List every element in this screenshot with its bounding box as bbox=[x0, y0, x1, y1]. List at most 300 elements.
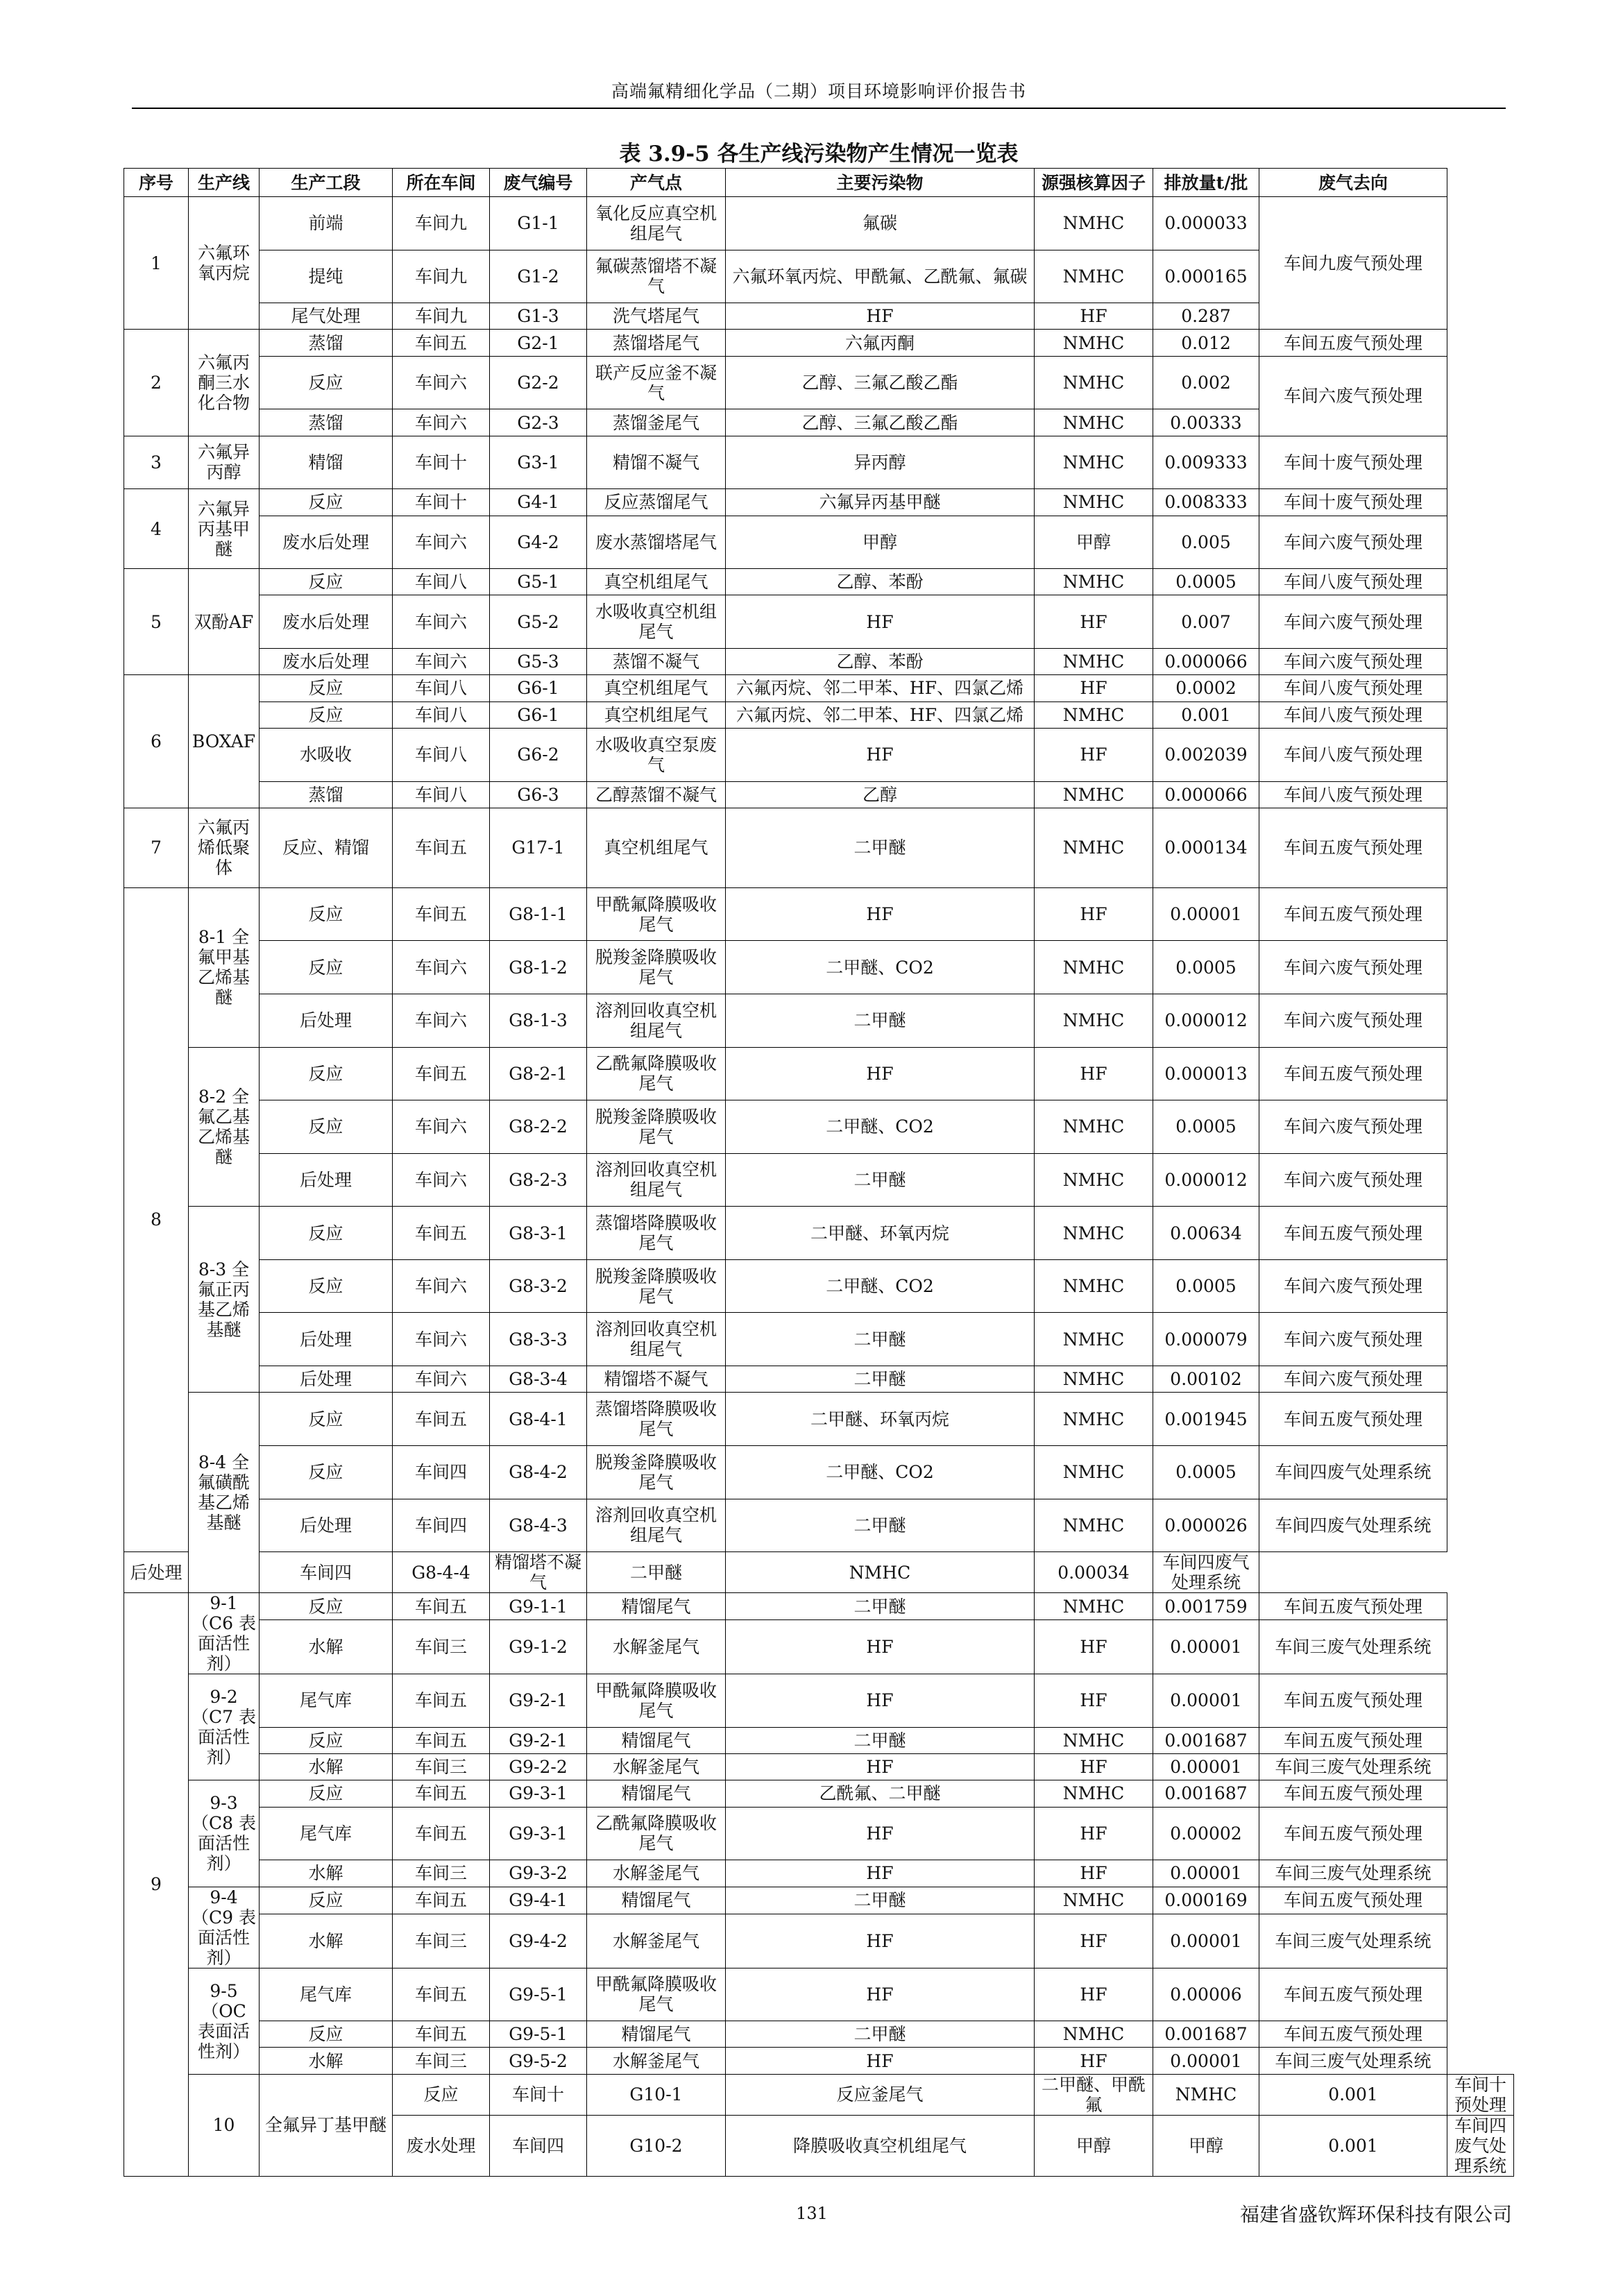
table-cell: 车间五废气预处理 bbox=[1259, 1674, 1447, 1728]
table-cell: 车间六废气预处理 bbox=[1259, 595, 1447, 649]
table-cell: 车间八 bbox=[393, 701, 490, 728]
table-row bbox=[124, 1914, 1514, 1968]
col-header: 排放量t/批 bbox=[1153, 169, 1259, 197]
table-cell: 0.000013 bbox=[1153, 1047, 1259, 1100]
table-row bbox=[124, 356, 1514, 409]
table-cell: 车间三废气处理系统 bbox=[1259, 1620, 1447, 1674]
table-cell: HF bbox=[1035, 887, 1153, 941]
table-row bbox=[124, 2048, 1514, 2074]
table-row bbox=[124, 2074, 1514, 2115]
table-cell: G1-3 bbox=[490, 303, 587, 330]
table-cell: NMHC bbox=[1035, 941, 1153, 994]
table-cell: 0.0005 bbox=[1153, 1445, 1259, 1499]
table-cell: G6-3 bbox=[490, 781, 587, 808]
table-cell: 甲醇 bbox=[1035, 516, 1153, 569]
table-cell: 0.000026 bbox=[1153, 1499, 1259, 1552]
table-cell: 反应 bbox=[260, 1780, 393, 1807]
table-cell: 精馏尾气 bbox=[587, 1593, 726, 1620]
table-cell: HF bbox=[1035, 1860, 1153, 1887]
table-cell: 0.001687 bbox=[1153, 1727, 1259, 1753]
table-cell: 车间八 bbox=[393, 675, 490, 701]
table-cell: G8-1-3 bbox=[490, 994, 587, 1047]
table-cell: 乙醇、苯酚 bbox=[726, 569, 1035, 595]
table-cell: 甲醇 bbox=[726, 516, 1035, 569]
table-cell: 0.000033 bbox=[1153, 197, 1259, 250]
table-cell: 8 bbox=[124, 887, 189, 1551]
table-cell: 废水处理 bbox=[393, 2115, 490, 2176]
table-cell: 车间六废气预处理 bbox=[1259, 1366, 1447, 1393]
table-cell: 溶剂回收真空机组尾气 bbox=[587, 1499, 726, 1552]
table-cell: 后处理 bbox=[260, 1153, 393, 1207]
table-cell: HF bbox=[726, 1047, 1035, 1100]
table-cell: NMHC bbox=[1035, 250, 1153, 303]
table-cell: 0.00002 bbox=[1153, 1807, 1259, 1860]
table-row bbox=[124, 1727, 1514, 1753]
table-cell: 联产反应釜不凝气 bbox=[587, 356, 726, 409]
table-cell: 废水后处理 bbox=[260, 595, 393, 649]
table-cell: 六氟环氧丙烷 bbox=[189, 197, 260, 330]
table-cell: 车间五废气预处理 bbox=[1259, 1047, 1447, 1100]
table-cell: 尾气处理 bbox=[260, 303, 393, 330]
table-cell: 车间十预处理 bbox=[1447, 2074, 1514, 2115]
table-cell: 车间八废气预处理 bbox=[1259, 728, 1447, 781]
table-cell: 蒸馏不凝气 bbox=[587, 649, 726, 675]
table-cell: 六氟丙酮 bbox=[726, 330, 1035, 356]
table-cell: 9-5（OC 表面活性剂） bbox=[189, 1968, 260, 2074]
table-row bbox=[124, 887, 1514, 941]
table-cell: HF bbox=[726, 1620, 1035, 1674]
table-cell: 溶剂回收真空机组尾气 bbox=[587, 1313, 726, 1366]
table-cell: G17-1 bbox=[490, 808, 587, 887]
table-cell: 车间十 bbox=[393, 436, 490, 489]
table-cell: 车间五废气预处理 bbox=[1259, 887, 1447, 941]
table-cell: 车间五废气预处理 bbox=[1259, 1393, 1447, 1446]
table-cell: NMHC bbox=[1035, 781, 1153, 808]
table-cell: NMHC bbox=[1035, 649, 1153, 675]
table-cell: 氟碳 bbox=[726, 197, 1035, 250]
table-cell: 0.00001 bbox=[1153, 1620, 1259, 1674]
table-cell: NMHC bbox=[1035, 1100, 1153, 1154]
col-header: 主要污染物 bbox=[726, 169, 1035, 197]
table-row bbox=[124, 1499, 1514, 1552]
table-cell: G5-3 bbox=[490, 649, 587, 675]
table-row bbox=[124, 1207, 1514, 1260]
table-cell: 0.00001 bbox=[1153, 1674, 1259, 1728]
table-cell: 车间五 bbox=[393, 887, 490, 941]
table-cell: NMHC bbox=[1035, 1780, 1153, 1807]
table-cell: G8-2-2 bbox=[490, 1100, 587, 1154]
table-cell: 反应 bbox=[260, 1047, 393, 1100]
table-cell: 车间八 bbox=[393, 728, 490, 781]
table-cell: NMHC bbox=[1035, 994, 1153, 1047]
table-cell: 车间四废气处理系统 bbox=[1447, 2115, 1514, 2176]
table-cell: G8-3-4 bbox=[490, 1366, 587, 1393]
table-row bbox=[124, 436, 1514, 489]
table-cell: 水解 bbox=[260, 1620, 393, 1674]
table-cell: 二甲醚 bbox=[726, 1366, 1035, 1393]
table-cell: G8-3-2 bbox=[490, 1259, 587, 1313]
table-cell: 0.0005 bbox=[1153, 569, 1259, 595]
table-cell: NMHC bbox=[1035, 1593, 1153, 1620]
table-cell: 反应 bbox=[260, 1393, 393, 1446]
table-cell: 蒸馏塔尾气 bbox=[587, 330, 726, 356]
table-cell: 0.001687 bbox=[1153, 1780, 1259, 1807]
table-cell: 车间三废气处理系统 bbox=[1259, 2048, 1447, 2074]
table-cell: 后处理 bbox=[260, 994, 393, 1047]
table-cell: 0.012 bbox=[1153, 330, 1259, 356]
table-cell: 六氟丙酮三水化合物 bbox=[189, 330, 260, 436]
table-cell: 氧化反应真空机组尾气 bbox=[587, 197, 726, 250]
table-row bbox=[124, 1887, 1514, 1914]
table-cell: 反应、精馏 bbox=[260, 808, 393, 887]
table-cell: 0.002 bbox=[1153, 356, 1259, 409]
table-cell: 水解釜尾气 bbox=[587, 1914, 726, 1968]
table-cell: 水解釜尾气 bbox=[587, 2048, 726, 2074]
table-cell: 前端 bbox=[260, 197, 393, 250]
table-cell: NMHC bbox=[1035, 356, 1153, 409]
table-cell: 车间四 bbox=[490, 2115, 587, 2176]
table-cell: G1-2 bbox=[490, 250, 587, 303]
table-cell: G10-1 bbox=[587, 2074, 726, 2115]
table-cell: 乙酰氟降膜吸收尾气 bbox=[587, 1047, 726, 1100]
table-cell: 0.005 bbox=[1153, 516, 1259, 569]
table-cell: NMHC bbox=[1035, 2021, 1153, 2048]
table-cell: G8-4-1 bbox=[490, 1393, 587, 1446]
table-row bbox=[124, 994, 1514, 1047]
table-cell: 水解 bbox=[260, 1860, 393, 1887]
pollutant-table bbox=[124, 168, 1514, 2177]
table-cell: HF bbox=[726, 1968, 1035, 2021]
table-cell: 车间五 bbox=[393, 1047, 490, 1100]
table-cell: 反应 bbox=[260, 675, 393, 701]
table-cell: G4-1 bbox=[490, 489, 587, 516]
table-cell: 车间六 bbox=[393, 356, 490, 409]
table-cell: 二甲醚、甲酰氟 bbox=[1035, 2074, 1153, 2115]
table-cell: 水解釜尾气 bbox=[587, 1754, 726, 1780]
table-row bbox=[124, 1100, 1514, 1154]
table-cell: NMHC bbox=[1035, 569, 1153, 595]
table-row bbox=[124, 701, 1514, 728]
table-cell: 车间六 bbox=[393, 1313, 490, 1366]
table-cell: HF bbox=[1035, 675, 1153, 701]
table-cell: 车间八废气预处理 bbox=[1259, 675, 1447, 701]
table-cell: 二甲醚、环氧丙烷 bbox=[726, 1393, 1035, 1446]
table-cell: G2-3 bbox=[490, 409, 587, 436]
page-number: 131 bbox=[796, 2204, 828, 2223]
table-cell: 真空机组尾气 bbox=[587, 569, 726, 595]
table-cell: 0.007 bbox=[1153, 595, 1259, 649]
table-cell: 甲酰氟降膜吸收尾气 bbox=[587, 1968, 726, 2021]
table-cell: 车间三 bbox=[393, 1914, 490, 1968]
table-cell: 全氟异丁基甲醚 bbox=[260, 2074, 393, 2176]
table-cell: 后处理 bbox=[260, 1499, 393, 1552]
table-cell: 蒸馏 bbox=[260, 409, 393, 436]
table-cell: 乙醇 bbox=[726, 781, 1035, 808]
table-cell: NMHC bbox=[1035, 1313, 1153, 1366]
table-cell: 车间三 bbox=[393, 1860, 490, 1887]
table-cell: 二甲醚 bbox=[726, 994, 1035, 1047]
table-cell: 车间五 bbox=[393, 1674, 490, 1728]
table-cell: 车间十废气预处理 bbox=[1259, 436, 1447, 489]
table-cell: 二甲醚 bbox=[587, 1552, 726, 1593]
table-cell: 水解釜尾气 bbox=[587, 1620, 726, 1674]
table-cell: 反应 bbox=[260, 941, 393, 994]
table-cell: 双酚AF bbox=[189, 569, 260, 675]
table-cell: NMHC bbox=[1035, 1499, 1153, 1552]
table-row bbox=[124, 649, 1514, 675]
table-cell: 0.008333 bbox=[1153, 489, 1259, 516]
table-row bbox=[124, 1860, 1514, 1887]
table-cell: NMHC bbox=[1035, 1207, 1153, 1260]
table-cell: 尾气库 bbox=[260, 1674, 393, 1728]
table-cell: NMHC bbox=[1035, 436, 1153, 489]
table-row bbox=[124, 1445, 1514, 1499]
table-cell: 车间五废气预处理 bbox=[1259, 1593, 1447, 1620]
table-cell: 甲酰氟降膜吸收尾气 bbox=[587, 1674, 726, 1728]
table-cell: 后处理 bbox=[260, 1366, 393, 1393]
table-cell: NMHC bbox=[1035, 1366, 1153, 1393]
table-cell: 真空机组尾气 bbox=[587, 675, 726, 701]
table-cell: 车间十废气预处理 bbox=[1259, 489, 1447, 516]
table-cell: HF bbox=[726, 1914, 1035, 1968]
table-cell: 车间五 bbox=[393, 330, 490, 356]
table-cell: 车间五废气预处理 bbox=[1259, 1207, 1447, 1260]
table-cell: NMHC bbox=[1035, 1887, 1153, 1914]
table-cell: 车间八 bbox=[393, 569, 490, 595]
table-cell: 真空机组尾气 bbox=[587, 701, 726, 728]
table-cell: 车间六 bbox=[393, 1153, 490, 1207]
table-cell: 8-3 全氟正丙基乙烯基醚 bbox=[189, 1207, 260, 1393]
table-cell: 0.000066 bbox=[1153, 649, 1259, 675]
table-cell: 车间六 bbox=[393, 1366, 490, 1393]
table-cell: 车间五 bbox=[393, 1887, 490, 1914]
table-cell: 车间五废气预处理 bbox=[1259, 808, 1447, 887]
table-row bbox=[124, 1153, 1514, 1207]
table-cell: 甲醇 bbox=[1035, 2115, 1153, 2176]
table-cell: NMHC bbox=[1035, 1445, 1153, 1499]
table-cell: 溶剂回收真空机组尾气 bbox=[587, 994, 726, 1047]
table-cell: G9-2-1 bbox=[490, 1674, 587, 1728]
table-cell: G4-2 bbox=[490, 516, 587, 569]
header-divider bbox=[132, 108, 1506, 109]
table-cell: 六氟丙烷、邻二甲苯、HF、四氯乙烯 bbox=[726, 701, 1035, 728]
table-cell: 反应 bbox=[260, 1727, 393, 1753]
table-cell: 车间六废气预处理 bbox=[1259, 356, 1447, 436]
table-cell: NMHC bbox=[1035, 489, 1153, 516]
table-cell: 车间六废气预处理 bbox=[1259, 649, 1447, 675]
table-cell: HF bbox=[1035, 2048, 1153, 2074]
table-cell: G5-2 bbox=[490, 595, 587, 649]
table-cell: 车间六 bbox=[393, 1100, 490, 1154]
table-cell: 反应 bbox=[260, 489, 393, 516]
table-cell: 车间六 bbox=[393, 409, 490, 436]
table-row bbox=[124, 2021, 1514, 2048]
table-cell: 车间六废气预处理 bbox=[1259, 1100, 1447, 1154]
table-cell: 车间九废气预处理 bbox=[1259, 197, 1447, 330]
table-cell: 六氟丙烯低聚体 bbox=[189, 808, 260, 887]
table-cell: G6-1 bbox=[490, 701, 587, 728]
table-cell: 二甲醚、环氧丙烷 bbox=[726, 1207, 1035, 1260]
table-cell: 8-1 全氟甲基乙烯基醚 bbox=[189, 887, 260, 1047]
table-cell: NMHC bbox=[1153, 2074, 1259, 2115]
table-cell: 车间六废气预处理 bbox=[1259, 1153, 1447, 1207]
col-header: 废气编号 bbox=[490, 169, 587, 197]
table-cell: 0.000012 bbox=[1153, 994, 1259, 1047]
table-cell: 乙醇、三氟乙酸乙酯 bbox=[726, 409, 1035, 436]
table-cell: HF bbox=[726, 887, 1035, 941]
col-header: 生产线 bbox=[189, 169, 260, 197]
table-cell: 精馏 bbox=[260, 436, 393, 489]
table-cell: 蒸馏 bbox=[260, 330, 393, 356]
table-cell: G10-2 bbox=[587, 2115, 726, 2176]
table-cell: G6-2 bbox=[490, 728, 587, 781]
table-cell: 脱羧釜降膜吸收尾气 bbox=[587, 1259, 726, 1313]
table-cell: G9-3-1 bbox=[490, 1780, 587, 1807]
table-cell: 乙酰氟、二甲醚 bbox=[726, 1780, 1035, 1807]
col-header: 产气点 bbox=[587, 169, 726, 197]
table-cell: 乙酰氟降膜吸收尾气 bbox=[587, 1807, 726, 1860]
table-cell: 蒸馏 bbox=[260, 781, 393, 808]
table-cell: 车间六 bbox=[393, 595, 490, 649]
table-cell: G9-5-1 bbox=[490, 1968, 587, 2021]
table-cell: G9-2-1 bbox=[490, 1727, 587, 1753]
table-cell: 9-4（C9 表面活性剂） bbox=[189, 1887, 260, 1968]
table-cell: 精馏塔不凝气 bbox=[490, 1552, 587, 1593]
table-cell: 0.00001 bbox=[1153, 1860, 1259, 1887]
table-cell: 二甲醚 bbox=[726, 808, 1035, 887]
table-row bbox=[124, 1393, 1514, 1446]
table-cell: HF bbox=[726, 1860, 1035, 1887]
table-cell: 8-2 全氟乙基乙烯基醚 bbox=[189, 1047, 260, 1207]
table-cell: HF bbox=[1035, 303, 1153, 330]
table-cell: HF bbox=[726, 303, 1035, 330]
table-body bbox=[124, 197, 1514, 2177]
table-cell: 车间五废气预处理 bbox=[1259, 1807, 1447, 1860]
table-row bbox=[124, 675, 1514, 701]
table-cell: 二甲醚 bbox=[726, 1887, 1035, 1914]
table-cell: 车间五 bbox=[393, 1807, 490, 1860]
table-cell: 0.000012 bbox=[1153, 1153, 1259, 1207]
table-cell: G9-5-2 bbox=[490, 2048, 587, 2074]
table-header-row bbox=[124, 169, 1514, 197]
table-cell: 车间六 bbox=[393, 994, 490, 1047]
table-cell: 精馏尾气 bbox=[587, 1780, 726, 1807]
table-row bbox=[124, 808, 1514, 887]
table-cell: 10 bbox=[189, 2074, 260, 2176]
table-cell: 车间三 bbox=[393, 2048, 490, 2074]
table-cell: 脱羧釜降膜吸收尾气 bbox=[587, 941, 726, 994]
table-cell: 0.001687 bbox=[1153, 2021, 1259, 2048]
table-cell: 后处理 bbox=[260, 1313, 393, 1366]
table-cell: 0.0002 bbox=[1153, 675, 1259, 701]
table-cell: G8-3-3 bbox=[490, 1313, 587, 1366]
table-cell: HF bbox=[726, 2048, 1035, 2074]
table-cell: 降膜吸收真空机组尾气 bbox=[726, 2115, 1035, 2176]
table-cell: 车间五废气预处理 bbox=[1259, 1968, 1447, 2021]
table-cell: 车间九 bbox=[393, 303, 490, 330]
table-cell: G8-1-1 bbox=[490, 887, 587, 941]
table-row bbox=[124, 1807, 1514, 1860]
table-row bbox=[124, 330, 1514, 356]
table-cell: 0.000066 bbox=[1153, 781, 1259, 808]
table-cell: 车间五废气预处理 bbox=[1259, 2021, 1447, 2048]
table-cell: 二甲醚、CO2 bbox=[726, 1100, 1035, 1154]
table-cell: 提纯 bbox=[260, 250, 393, 303]
table-cell: 车间四废气处理系统 bbox=[1259, 1445, 1447, 1499]
table-cell: 车间五 bbox=[393, 1968, 490, 2021]
table-cell: 洗气塔尾气 bbox=[587, 303, 726, 330]
table-cell: 车间三废气处理系统 bbox=[1259, 1914, 1447, 1968]
table-cell: HF bbox=[1035, 1754, 1153, 1780]
table-cell: 精馏尾气 bbox=[587, 1887, 726, 1914]
table-cell: 0.00034 bbox=[1035, 1552, 1153, 1593]
table-cell: 车间六废气预处理 bbox=[1259, 994, 1447, 1047]
table-cell: HF bbox=[1035, 1914, 1153, 1968]
table-cell: 反应 bbox=[260, 1207, 393, 1260]
table-cell: G9-1-2 bbox=[490, 1620, 587, 1674]
table-cell: HF bbox=[1035, 1674, 1153, 1728]
table-cell: 反应 bbox=[260, 2021, 393, 2048]
table-cell: 车间三废气处理系统 bbox=[1259, 1860, 1447, 1887]
table-cell: 车间六废气预处理 bbox=[1259, 516, 1447, 569]
table-cell: 0.000134 bbox=[1153, 808, 1259, 887]
table-cell: 反应 bbox=[260, 887, 393, 941]
table-cell: NMHC bbox=[1035, 1259, 1153, 1313]
table-title: 表 3.9-5 各生产线污染物产生情况一览表 bbox=[619, 142, 1019, 167]
table-cell: 车间六 bbox=[393, 941, 490, 994]
table-cell: 车间五 bbox=[393, 1393, 490, 1446]
table-cell: 反应 bbox=[260, 356, 393, 409]
table-cell: 6 bbox=[124, 675, 189, 808]
table-cell: 氟碳蒸馏塔不凝气 bbox=[587, 250, 726, 303]
table-cell: 六氟丙烷、邻二甲苯、HF、四氯乙烯 bbox=[726, 675, 1035, 701]
table-cell: G8-3-1 bbox=[490, 1207, 587, 1260]
table-cell: 车间十 bbox=[490, 2074, 587, 2115]
table-row bbox=[124, 516, 1514, 569]
table-cell: 0.00102 bbox=[1153, 1366, 1259, 1393]
table-cell: 车间五 bbox=[393, 2021, 490, 2048]
table-cell: 蒸馏塔降膜吸收尾气 bbox=[587, 1207, 726, 1260]
table-cell: 脱羧釜降膜吸收尾气 bbox=[587, 1445, 726, 1499]
table-cell: 反应 bbox=[260, 569, 393, 595]
table-cell: 水解 bbox=[260, 1914, 393, 1968]
table-cell: 车间九 bbox=[393, 197, 490, 250]
table-cell: G8-1-2 bbox=[490, 941, 587, 994]
table-cell: G1-1 bbox=[490, 197, 587, 250]
table-cell: 蒸馏釜尾气 bbox=[587, 409, 726, 436]
table-cell: 六氟异丙基甲醚 bbox=[189, 489, 260, 569]
table-cell: 0.287 bbox=[1153, 303, 1259, 330]
table-cell: HF bbox=[1035, 595, 1153, 649]
table-cell: 二甲醚、CO2 bbox=[726, 941, 1035, 994]
table-cell: 8-4 全氟磺酰基乙烯基醚 bbox=[189, 1393, 260, 1593]
table-cell: 尾气库 bbox=[260, 1807, 393, 1860]
table-cell: 0.00001 bbox=[1153, 1754, 1259, 1780]
table-cell: 9-1（C6 表面活性剂） bbox=[189, 1593, 260, 1674]
table-cell: 乙醇、苯酚 bbox=[726, 649, 1035, 675]
table-row bbox=[124, 1754, 1514, 1780]
table-cell: 车间四废气处理系统 bbox=[1153, 1552, 1259, 1593]
table-row bbox=[124, 1620, 1514, 1674]
table-cell: 脱羧釜降膜吸收尾气 bbox=[587, 1100, 726, 1154]
table-cell: HF bbox=[726, 595, 1035, 649]
table-cell: 车间六废气预处理 bbox=[1259, 941, 1447, 994]
table-cell: 车间五废气预处理 bbox=[1259, 1727, 1447, 1753]
table-cell: 车间十 bbox=[393, 489, 490, 516]
table-cell: 废水后处理 bbox=[260, 649, 393, 675]
table-cell: 真空机组尾气 bbox=[587, 808, 726, 887]
table-cell: G5-1 bbox=[490, 569, 587, 595]
